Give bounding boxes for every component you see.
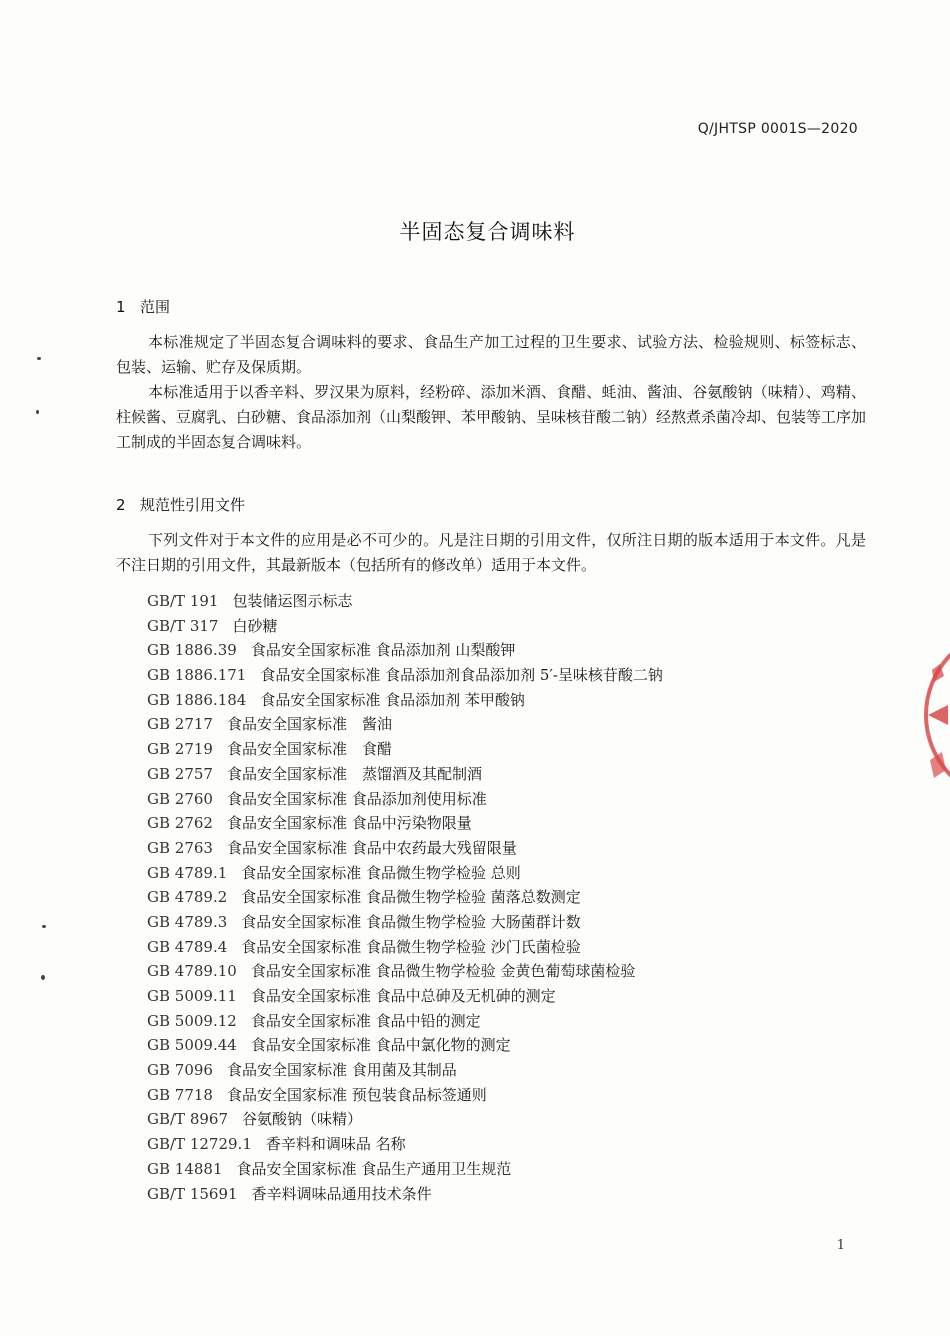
official-seal-fragment <box>922 620 950 810</box>
reference-item <box>147 1009 663 1034</box>
references-intro-paragraph: 下列文件对于本文件的应用是必不可少的。凡是注日期的引用文件，仅所注日期的版本适用于本文件。凡是不注日期的引用文件，其最新版本（包括所有的修改单）适用于本文件。 <box>116 531 866 574</box>
reference-title: 食品安全国家标准 食醋 <box>226 740 392 759</box>
reference-code: GB 14881 <box>147 1159 223 1178</box>
reference-title: 食品安全国家标准 食品添加剂食品添加剂 5′-呈味核苷酸二钠 <box>260 666 663 685</box>
reference-code: GB 4789.10 <box>147 962 237 981</box>
reference-item <box>147 959 663 984</box>
reference-code: GB 5009.11 <box>147 987 237 1005</box>
reference-title: 食品安全国家标准 食品添加剂 山梨酸钾 <box>250 641 516 660</box>
scan-speck <box>37 357 41 360</box>
reference-code: GB/T 191 <box>147 592 219 610</box>
section-number: 1 <box>116 298 126 316</box>
reference-title: 食品安全国家标准 食品中总砷及无机砷的测定 <box>250 987 556 1005</box>
scan-speck <box>42 925 46 928</box>
reference-title: 食品安全国家标准 食品微生物学检验 菌落总数测定 <box>241 888 581 907</box>
reference-title: 谷氨酸钠（味精） <box>242 1110 363 1129</box>
reference-item <box>147 1083 663 1108</box>
reference-code: GB 5009.44 <box>147 1036 237 1055</box>
section-heading-normative-references <box>116 494 245 515</box>
reference-title: 食品安全国家标准 食品微生物学检验 沙门氏菌检验 <box>241 937 581 956</box>
scan-speck <box>36 410 39 414</box>
reference-item <box>147 787 663 812</box>
reference-title: 食品安全国家标准 食品添加剂 苯甲酸钠 <box>260 690 525 709</box>
reference-title: 食品安全国家标准 食品中铅的测定 <box>250 1011 481 1030</box>
reference-code: GB/T 15691 <box>147 1184 238 1203</box>
reference-item <box>147 1107 663 1132</box>
reference-item <box>147 984 663 1009</box>
reference-list <box>147 589 663 1206</box>
section-number: 2 <box>116 496 126 514</box>
reference-code: GB 2757 <box>147 764 213 783</box>
scope-paragraph-1: 本标准规定了半固态复合调味料的要求、食品生产加工过程的卫生要求、试验方法、检验规则、标签标志、包装、运输、贮存及保质期。 <box>116 333 866 376</box>
reference-item <box>147 910 663 935</box>
reference-item <box>147 836 663 861</box>
reference-title: 白砂糖 <box>232 616 278 635</box>
reference-item <box>147 1182 663 1207</box>
reference-title: 食品安全国家标准 食品中农药最大残留限量 <box>226 838 517 857</box>
reference-code: GB 4789.4 <box>147 937 228 956</box>
reference-item <box>147 861 663 886</box>
reference-item <box>147 935 663 960</box>
reference-item <box>147 712 663 737</box>
reference-item <box>147 1157 663 1182</box>
page-number: 1 <box>836 1238 845 1253</box>
reference-code: GB 2717 <box>147 715 213 734</box>
scan-speck <box>41 975 45 980</box>
reference-item <box>147 589 663 614</box>
reference-code: GB 4789.2 <box>147 888 228 907</box>
reference-title: 食品安全国家标准 蒸馏酒及其配制酒 <box>226 764 482 783</box>
reference-code: GB 1886.171 <box>147 666 247 685</box>
reference-title: 食品安全国家标准 酱油 <box>226 715 392 734</box>
reference-title: 食品安全国家标准 食品微生物学检验 金黄色葡萄球菌检验 <box>250 962 636 981</box>
reference-code: GB 1886.39 <box>147 641 237 660</box>
reference-item <box>147 663 663 688</box>
reference-item <box>147 737 663 762</box>
reference-title: 包装储运图示标志 <box>232 592 353 610</box>
reference-code: GB 2763 <box>147 838 213 857</box>
reference-code: GB/T 12729.1 <box>147 1135 252 1154</box>
reference-code: GB 2762 <box>147 814 213 833</box>
reference-code: GB 1886.184 <box>147 690 247 709</box>
reference-item <box>147 811 663 836</box>
reference-title: 食品安全国家标准 食品微生物学检验 大肠菌群计数 <box>241 912 581 931</box>
reference-code: GB 2760 <box>147 789 213 808</box>
section-heading-scope <box>116 296 170 317</box>
reference-code: GB/T 317 <box>147 616 219 635</box>
reference-code: GB 7718 <box>147 1085 213 1104</box>
reference-title: 香辛料和调味品 名称 <box>265 1135 406 1154</box>
reference-title: 食品安全国家标准 食品中污染物限量 <box>226 814 472 833</box>
reference-code: GB/T 8967 <box>147 1110 229 1129</box>
reference-item <box>147 1033 663 1058</box>
reference-item <box>147 1132 663 1157</box>
reference-code: GB 7096 <box>147 1061 213 1080</box>
reference-code: GB 2719 <box>147 740 213 759</box>
reference-item <box>147 885 663 910</box>
reference-code: GB 4789.3 <box>147 912 228 931</box>
reference-code: GB 4789.1 <box>147 863 228 882</box>
document-title: 半固态复合调味料 <box>399 220 576 244</box>
reference-title: 食品安全国家标准 食用菌及其制品 <box>226 1061 457 1080</box>
reference-title: 食品安全国家标准 预包装食品标签通则 <box>226 1085 487 1104</box>
reference-title: 食品安全国家标准 食品中氯化物的测定 <box>250 1036 511 1055</box>
reference-item <box>147 1058 663 1083</box>
scope-paragraph-2: 本标准适用于以香辛料、罗汉果为原料，经粉碎、添加米酒、食醋、蚝油、酱油、谷氨酸钠（味精）、鸡精、柱候酱、豆腐乳、白砂糖、食品添加剂（山梨酸钾、苯甲酸钠、呈味核苷酸二钠）经熬煮杀菌冷却、包装等工序加工制成的半固态复合调味料。 <box>116 383 867 451</box>
section-title: 规范性引用文件 <box>140 496 246 514</box>
reference-title: 食品安全国家标准 食品生产通用卫生规范 <box>236 1159 512 1178</box>
reference-item <box>147 614 663 639</box>
reference-code: GB 5009.12 <box>147 1011 237 1030</box>
reference-item <box>147 638 663 663</box>
reference-title: 食品安全国家标准 食品微生物学检验 总则 <box>241 863 521 882</box>
section-title: 范围 <box>140 298 171 316</box>
seal-icon <box>922 620 950 810</box>
reference-title: 香辛料调味品通用技术条件 <box>251 1184 432 1203</box>
reference-item <box>147 688 663 713</box>
reference-item <box>147 762 663 787</box>
reference-title: 食品安全国家标准 食品添加剂使用标准 <box>226 789 487 808</box>
standard-code: Q/JHTSP 0001S—2020 <box>697 121 858 137</box>
